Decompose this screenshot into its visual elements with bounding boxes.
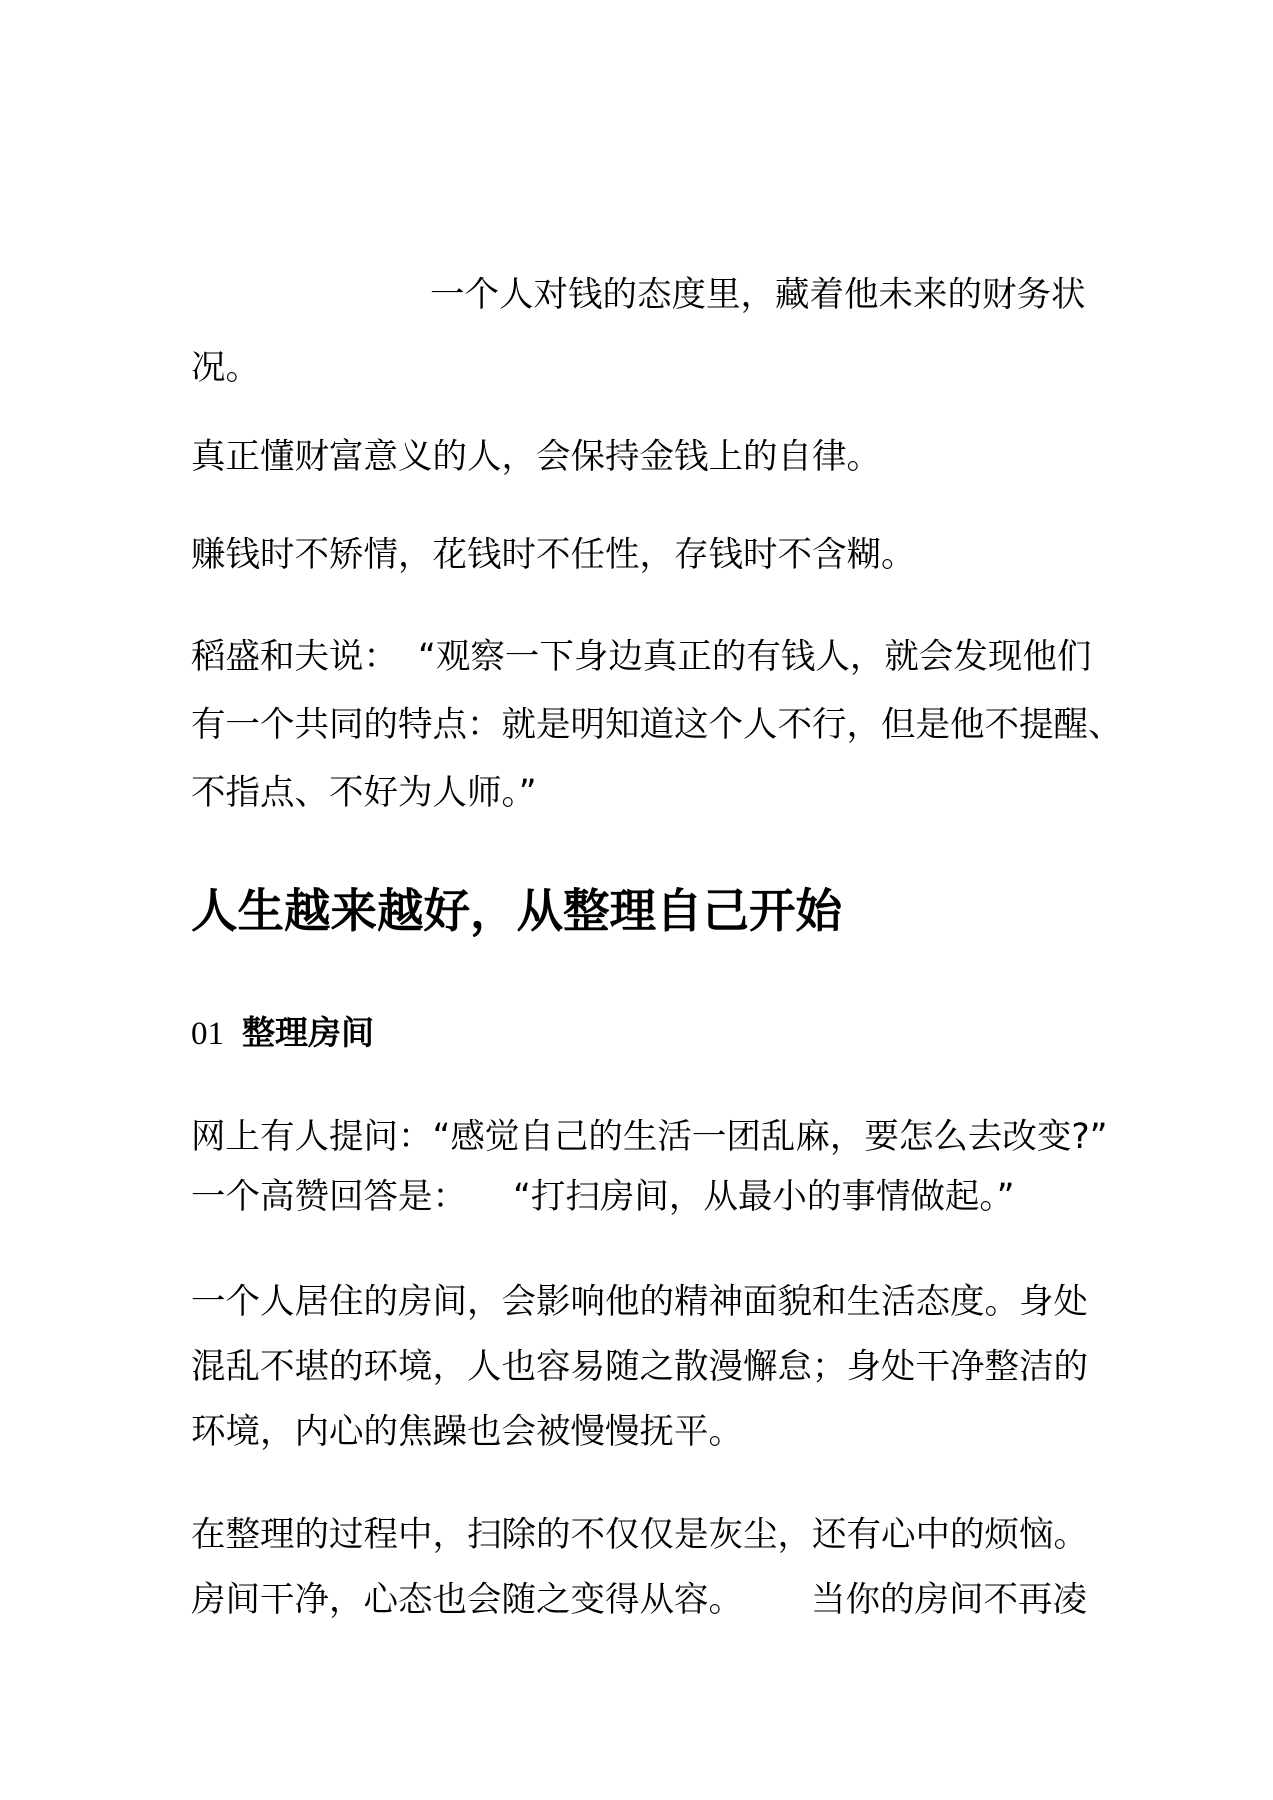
text-segment: 环境，内心的焦躁也会被慢慢抚平。 [191, 1412, 743, 1452]
section-heading: 人生越来越好，从整理自己开始 [191, 884, 842, 938]
text-segment: 一个人居住的房间，会影响他的精神面貌和生活态度。身处 [191, 1282, 1088, 1322]
subsection-number: 01 [191, 1016, 224, 1052]
text-line [430, 275, 1086, 315]
text-segment: 有一个共同的特点：就是明知道这个人不行，但是他不提醒、 [191, 705, 1123, 745]
text-line [191, 773, 537, 813]
subsection-heading [191, 1013, 374, 1053]
text-line [191, 1347, 1088, 1387]
text-line [191, 1282, 1088, 1322]
quote-segment: “打扫房间，从最小的事情做起。” [513, 1177, 1015, 1217]
text-segment: 赚钱时不矫情，花钱时不任性，存钱时不含糊。 [191, 535, 916, 575]
text-segment: 一个高赞回答是： [191, 1177, 467, 1217]
text-line [191, 437, 881, 477]
text-segment: 混乱不堪的环境，人也容易随之散漫懈怠；身处干净整洁的 [191, 1347, 1088, 1387]
text-line [191, 637, 1091, 677]
text-segment: 一个人对钱的态度里，藏着他未来的财务状 [430, 275, 1086, 315]
text-segment: 房间干净，心态也会随之变得从容。 [191, 1580, 743, 1620]
text-line [191, 535, 916, 575]
text-line [191, 1412, 743, 1452]
quote-segment: “观察一下身边真正的有钱人，就会发现他们 [418, 637, 1092, 677]
text-segment: 稻盛和夫说： [191, 637, 398, 677]
text-line [191, 1515, 1088, 1555]
text-segment: 真正懂财富意义的人，会保持金钱上的自律。 [191, 437, 881, 477]
text-segment: 当你的房间不再凌 [811, 1580, 1087, 1620]
text-line [191, 1177, 1015, 1217]
text-line [191, 705, 1123, 745]
text-segment: 况。 [191, 348, 260, 388]
text-line [191, 1580, 1087, 1620]
text-line [191, 348, 260, 388]
text-line [191, 1117, 1108, 1157]
text-segment: 不指点、不好为人师。” [191, 773, 537, 813]
text-segment: 在整理的过程中，扫除的不仅仅是灰尘，还有心中的烦恼。 [191, 1515, 1088, 1555]
subsection-title: 整理房间 [242, 1013, 374, 1052]
text-segment: 网上有人提问：“感觉自己的生活一团乱麻，要怎么去改变?” [191, 1117, 1108, 1157]
